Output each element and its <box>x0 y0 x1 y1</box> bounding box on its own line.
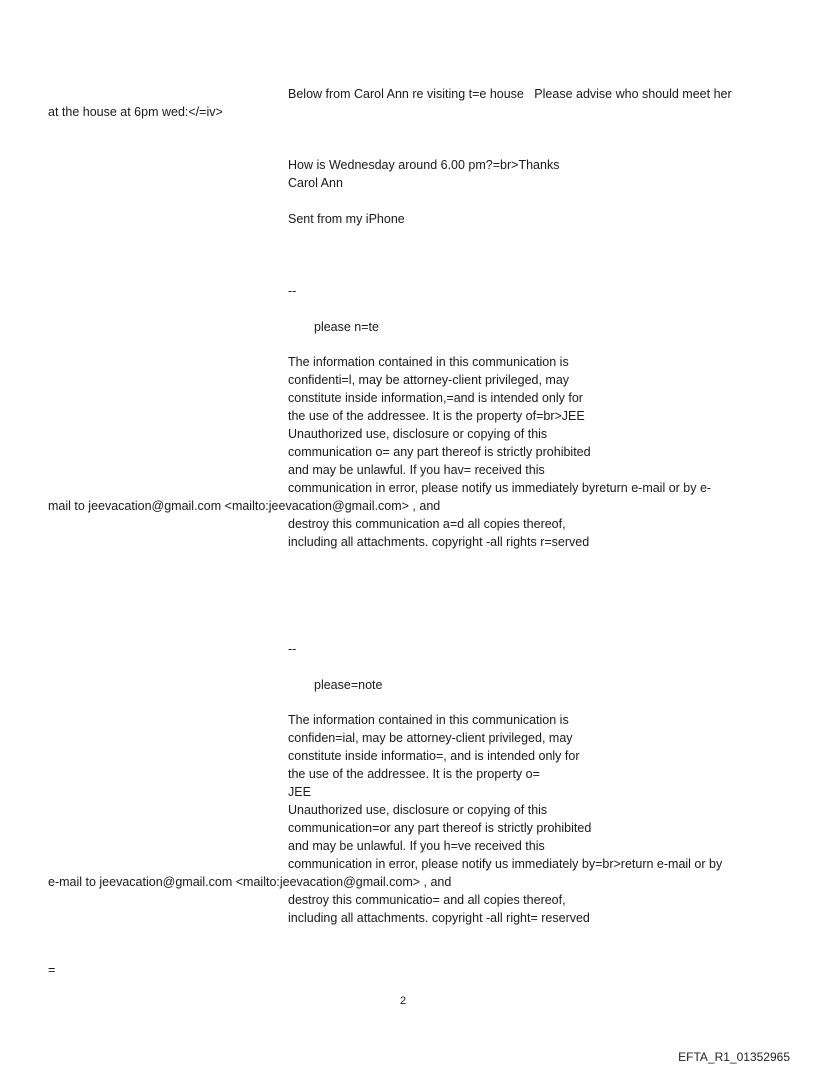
message-line-1: How is Wednesday around 6.00 pm?=br>Thanks <box>288 158 560 172</box>
sig2-line: Unauthorized use, disclosure or copying of this <box>288 803 548 817</box>
sig2-line: constitute inside informatio=, and is intended only for <box>288 749 580 763</box>
sig1-line: confidenti=l, may be attorney-client privileged, may <box>288 373 570 387</box>
sig2-line: The information contained in this communication is <box>288 713 569 727</box>
sig2-heading: please=note <box>314 678 383 692</box>
sig1-line: constitute inside information,=and is intended only for <box>288 391 583 405</box>
message-line-2: Carol Ann <box>288 176 343 190</box>
sig2-line: and may be unlawful. If you h=ve received this <box>288 839 545 853</box>
sig1-line: The information contained in this communication is <box>288 355 569 369</box>
sig2-line: communication=or any part thereof is strictly prohibited <box>288 821 592 835</box>
sig2-line: JEE <box>288 785 311 799</box>
sig2-tail-line: destroy this communicatio= and all copies thereof, <box>288 893 566 907</box>
sig2-line: communication in error, please notify us immediately by=br>return e-mail or by <box>288 857 723 871</box>
intro-line-2: at the house at 6pm wed:</=iv> <box>48 105 223 119</box>
sig2-dash: -- <box>288 642 297 656</box>
sig1-tail-line: including all attachments. copyright -all rights r=served <box>288 535 590 549</box>
sig2-line: the use of the addressee. It is the property o= <box>288 767 540 781</box>
sig1-heading: please n=te <box>314 320 379 334</box>
sig1-line: communication in error, please notify us immediately byreturn e-mail or by e- <box>288 481 712 495</box>
sig1-line: communication o= any part thereof is strictly prohibited <box>288 445 591 459</box>
sig1-line: the use of the addressee. It is the property of=br>JEE <box>288 409 585 423</box>
trailing-equals: = <box>48 963 56 977</box>
sig1-line: Unauthorized use, disclosure or copying of this <box>288 427 548 441</box>
page-number: 2 <box>400 995 407 1007</box>
sig1-line: and may be unlawful. If you hav= received this <box>288 463 545 477</box>
intro-line-1: Below from Carol Ann re visiting t=e house Please advise who should meet her <box>288 87 732 101</box>
document-id: EFTA_R1_01352965 <box>678 1050 790 1064</box>
sig2-line: confiden=ial, may be attorney-client privileged, may <box>288 731 573 745</box>
sig1-dash: -- <box>288 284 297 298</box>
sig2-tail-line: including all attachments. copyright -all right= reserved <box>288 911 590 925</box>
sent-from-line: Sent from my iPhone <box>288 212 405 226</box>
sig2-wrap-line: e-mail to jeevacation@gmail.com <mailto:jeevacation@gmail.com> , and <box>48 875 452 889</box>
sig1-wrap-line: mail to jeevacation@gmail.com <mailto:jeevacation@gmail.com> , and <box>48 499 441 513</box>
sig1-tail-line: destroy this communication a=d all copies thereof, <box>288 517 566 531</box>
